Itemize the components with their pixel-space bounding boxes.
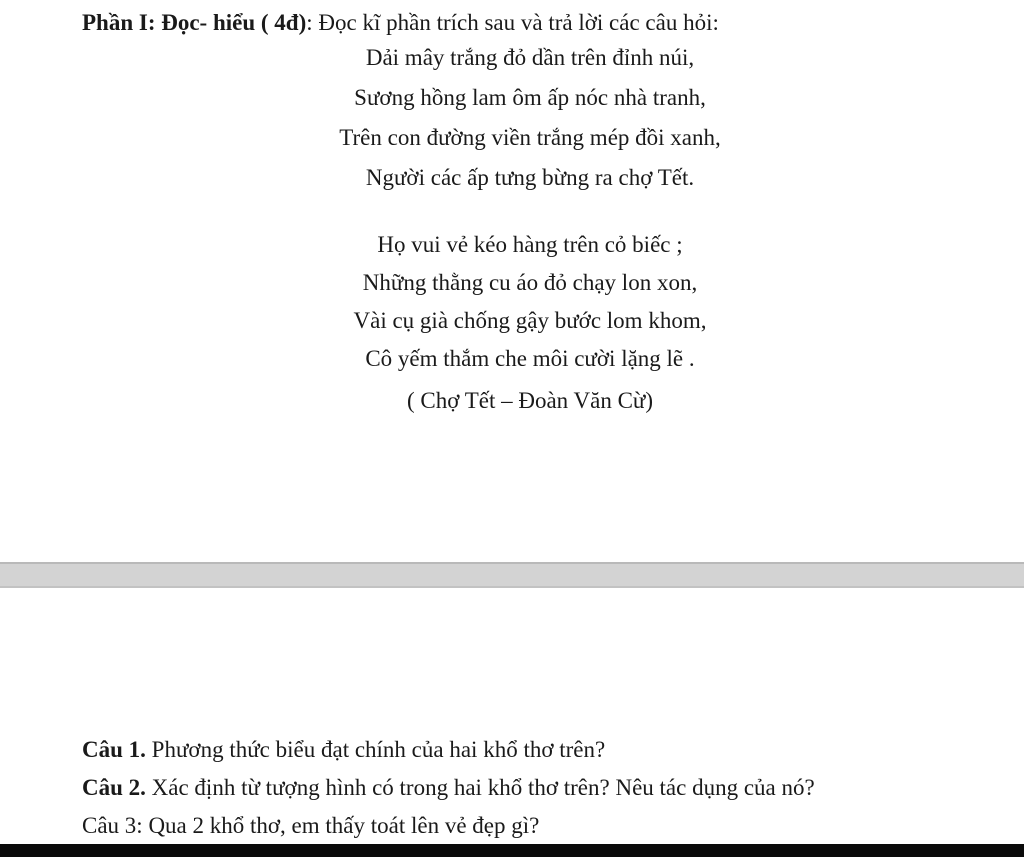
poem-source: ( Chợ Tết – Đoàn Văn Cừ): [406, 388, 654, 413]
poem-line: Trên con đường viền trắng mép đồi xanh,: [339, 125, 721, 150]
section-heading-label: Phần I: Đọc- hiểu ( 4đ): [82, 10, 307, 35]
poem-line: Cô yếm thắm che môi cười lặng lẽ .: [365, 346, 695, 371]
poem-line: Vài cụ già chống gậy bước lom khom,: [353, 308, 707, 333]
poem-line: Họ vui vẻ kéo hàng trên cỏ biếc ;: [377, 232, 683, 257]
bottom-edge-bar: [0, 844, 1024, 857]
page-break-divider: [0, 562, 1024, 588]
question-1-text: Phương thức biểu đạt chính của hai khổ thơ trên?: [145, 737, 606, 762]
poem-line: Người các ấp tưng bừng ra chợ Tết.: [365, 165, 695, 190]
poem-stanza-2: [0, 228, 1024, 380]
poem-line: Dải mây trắng đỏ dần trên đỉnh núi,: [365, 45, 695, 70]
question-3: Câu 3: Qua 2 khổ thơ, em thấy toát lên vẻ đẹp gì?: [82, 813, 540, 838]
question-list: [82, 733, 815, 847]
section-heading-instruction: : Đọc kĩ phần trích sau và trả lời các câu hỏi:: [306, 10, 719, 35]
poem-line: Những thằng cu áo đỏ chạy lon xon,: [362, 270, 698, 295]
question-2: [82, 771, 815, 809]
question-2-label: Câu 2.: [82, 775, 146, 800]
question-2-text: Xác định từ tượng hình có trong hai khổ thơ trên? Nêu tác dụng của nó?: [145, 775, 815, 800]
question-1: [82, 733, 815, 771]
poem-line: Sương hồng lam ôm ấp nóc nhà tranh,: [354, 85, 706, 110]
poem-stanza-1: [0, 41, 1024, 201]
section-heading: [82, 8, 719, 38]
question-1-label: Câu 1.: [82, 737, 146, 762]
